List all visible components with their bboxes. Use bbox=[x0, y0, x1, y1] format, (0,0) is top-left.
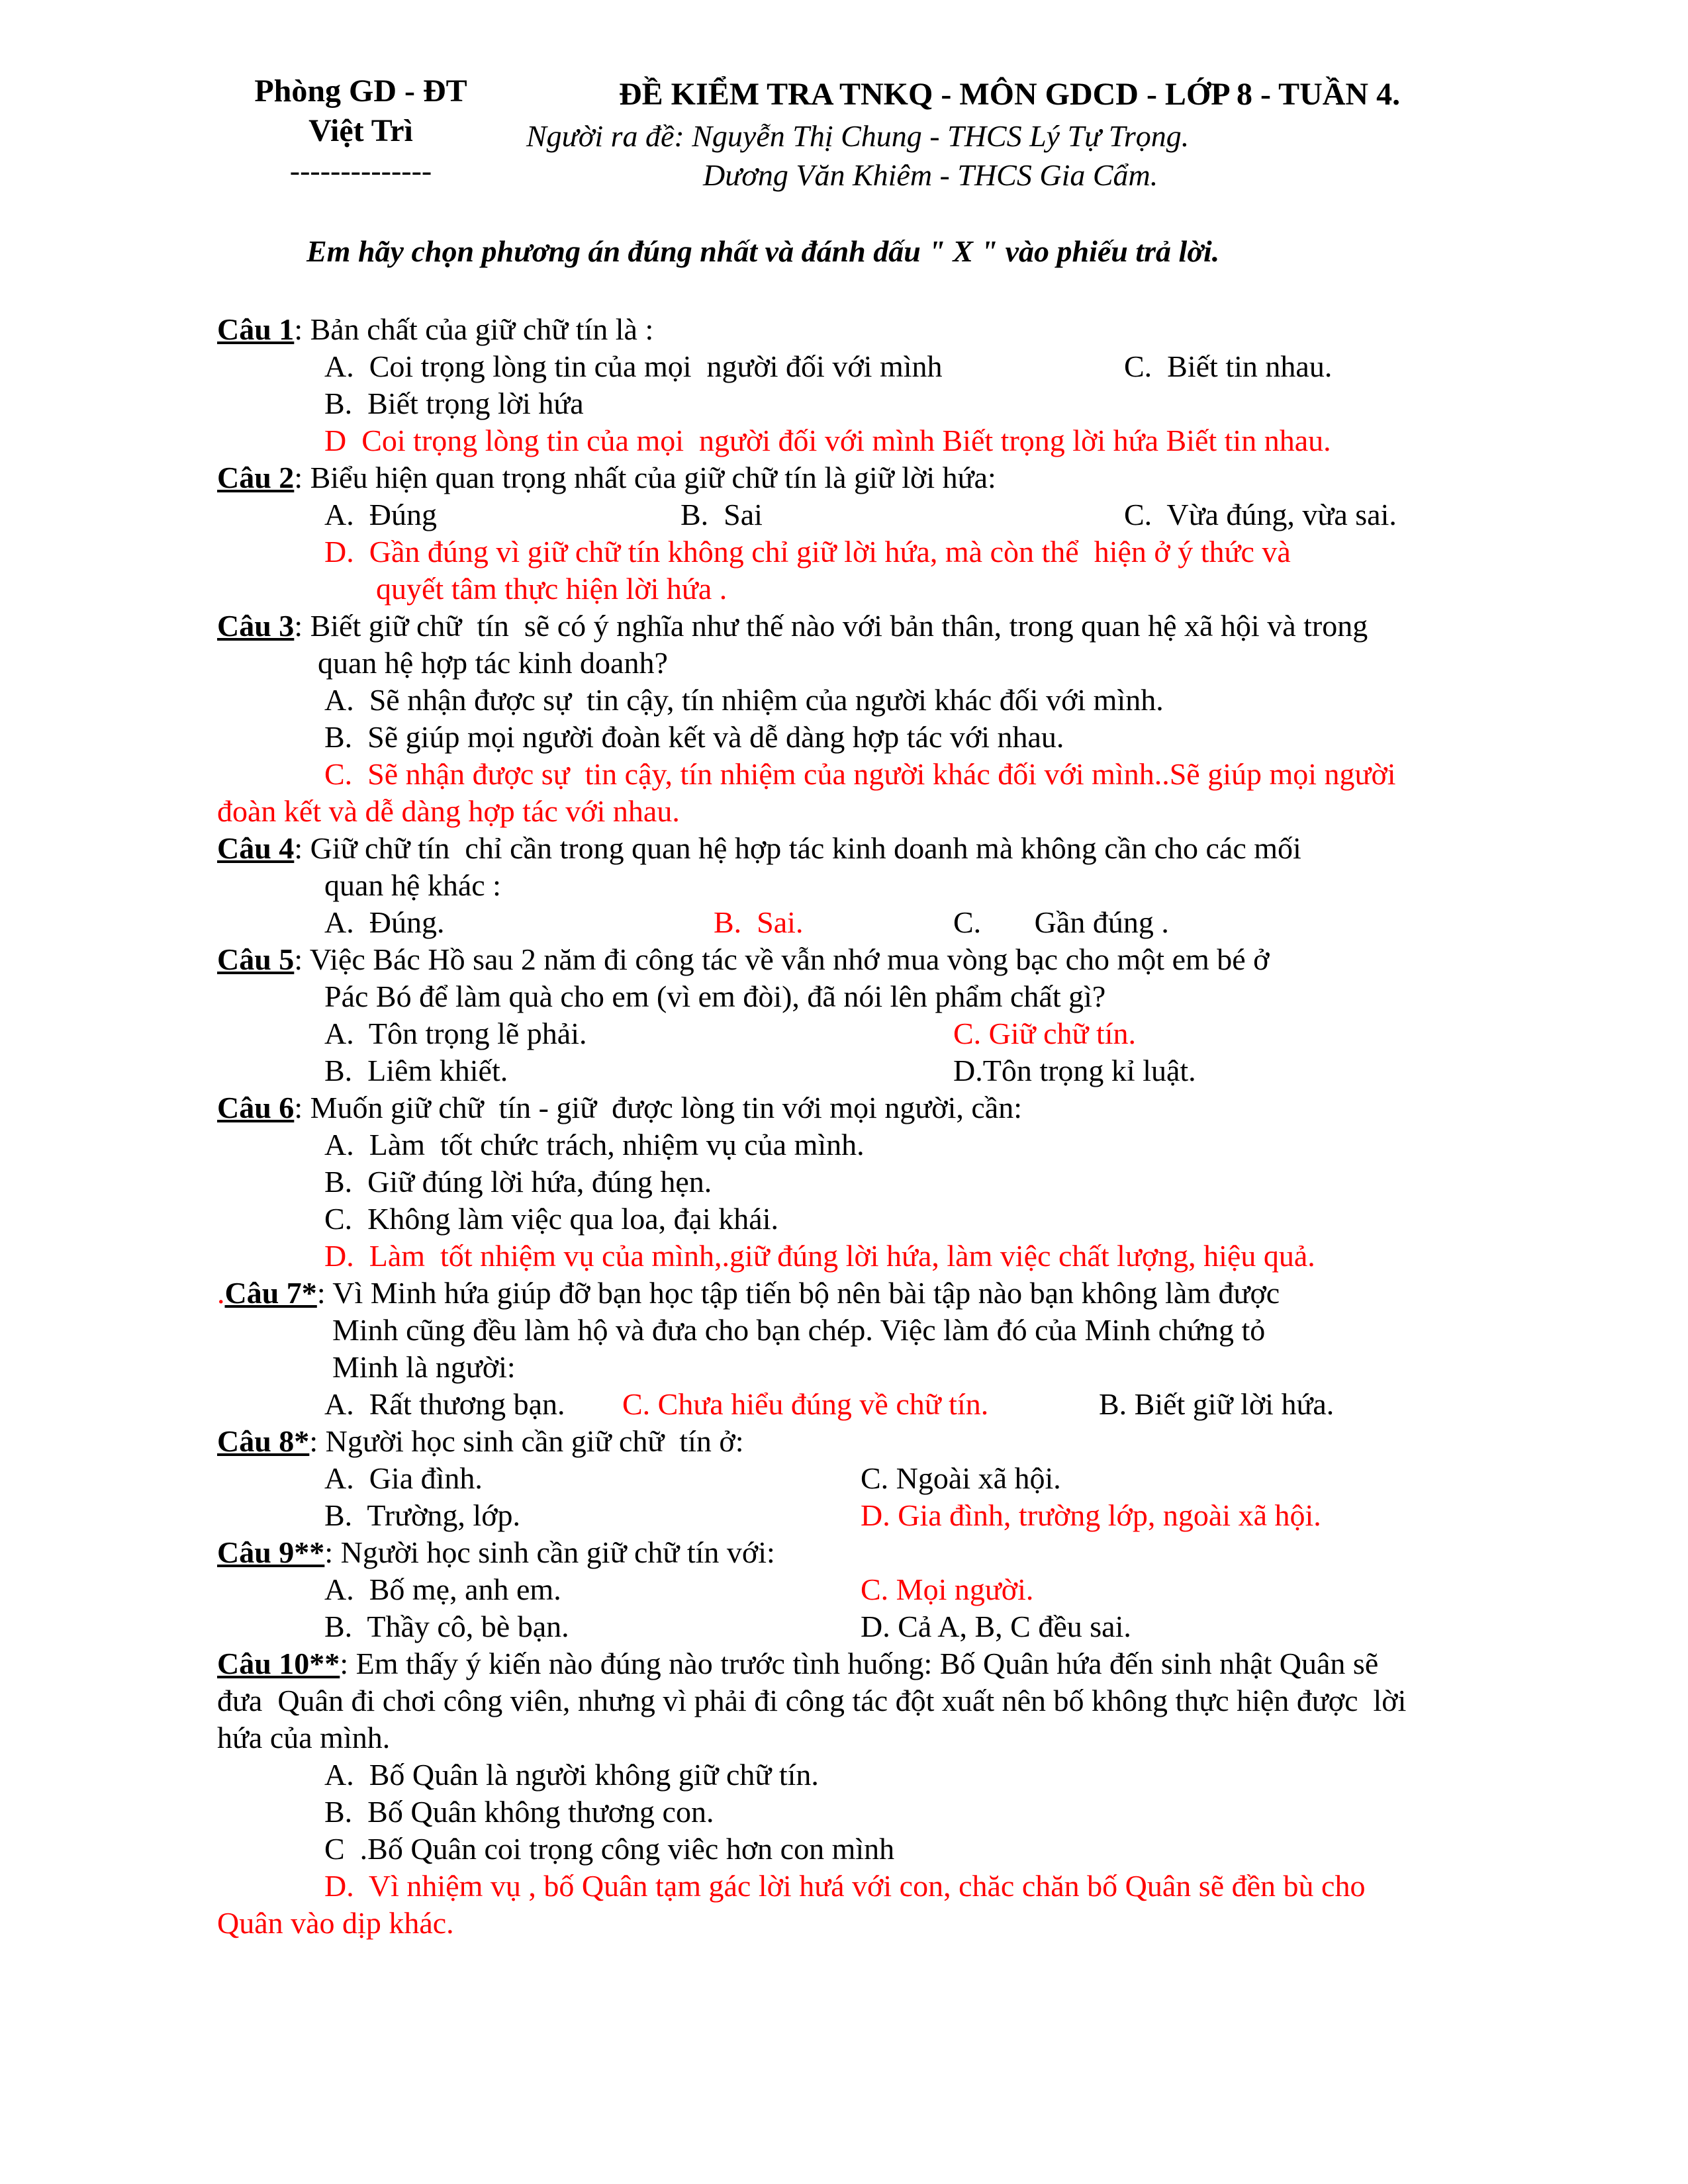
question-8 bbox=[217, 1423, 744, 1460]
q5-option-d: D.Tôn trọng kỉ luật. bbox=[953, 1054, 1196, 1087]
question-label: Câu 5 bbox=[217, 942, 295, 976]
question-label: Câu 9** bbox=[217, 1535, 325, 1569]
q1-option-b: B. Biết trọng lời hứa bbox=[324, 387, 584, 420]
q5-option-a: A. Tôn trọng lẽ phải. bbox=[324, 1017, 587, 1050]
q10-option-c: C .Bố Quân coi trọng công viêc hơn con mình bbox=[324, 1832, 895, 1866]
question-text: : Người học sinh cần giữ chữ tín ở: bbox=[309, 1424, 744, 1458]
office-divider: -------------- bbox=[289, 154, 432, 187]
question-text: : Bản chất của giữ chữ tín là : bbox=[294, 312, 654, 346]
question-5-cont: Pác Bó để làm quà cho em (vì em đòi), đã nói lên phẩm chất gì? bbox=[324, 979, 1106, 1013]
question-label: Câu 3 bbox=[217, 609, 295, 643]
q3-option-b: B. Sẽ giúp mọi người đoàn kết và dễ dàng hợp tác với nhau. bbox=[324, 720, 1064, 754]
q3-option-a: A. Sẽ nhận được sự tin cậy, tín nhiệm của người khác đối với mình. bbox=[324, 683, 1164, 717]
question-10-cont-2: hứa của mình. bbox=[217, 1721, 391, 1754]
q9-option-a: A. Bố mẹ, anh em. bbox=[324, 1572, 561, 1606]
q5-option-b: B. Liêm khiết. bbox=[324, 1054, 508, 1087]
q6-option-a: A. Làm tốt chức trách, nhiệm vụ của mình. bbox=[324, 1128, 865, 1161]
question-label: Câu 6 bbox=[217, 1091, 295, 1124]
q9-answer-c: C. Mọi người. bbox=[861, 1572, 1034, 1606]
question-4-cont: quan hệ khác : bbox=[324, 868, 501, 902]
q2-option-c: C. Vừa đúng, vừa sai. bbox=[1124, 498, 1397, 531]
q6-answer-d: D. Làm tốt nhiệm vụ của mình,.giữ đúng lời hứa, làm việc chất lượng, hiệu quả. bbox=[324, 1239, 1315, 1273]
question-7 bbox=[217, 1275, 1280, 1312]
question-text: : Người học sinh cần giữ chữ tín với: bbox=[324, 1535, 775, 1569]
q6-option-c: C. Không làm việc qua loa, đại khái. bbox=[324, 1202, 779, 1236]
q1-option-a: A. Coi trọng lòng tin của mọi người đối với mình bbox=[324, 349, 943, 383]
question-10 bbox=[217, 1645, 1378, 1682]
q1-option-c: C. Biết tin nhau. bbox=[1124, 349, 1333, 383]
q4-option-c: C. Gần đúng . bbox=[953, 905, 1169, 939]
q5-answer-c: C. Giữ chữ tín. bbox=[953, 1017, 1137, 1050]
author-line-2: Dương Văn Khiêm - THCS Gia Cẩm. bbox=[703, 158, 1158, 192]
question-text: : Việc Bác Hồ sau 2 năm đi công tác về vẫn nhớ mua vòng bạc cho một em bé ở bbox=[294, 942, 1270, 976]
q2-answer-d-cont: quyết tâm thực hiện lời hứa . bbox=[376, 572, 727, 606]
q6-option-b: B. Giữ đúng lời hứa, đúng hẹn. bbox=[324, 1165, 712, 1199]
office-location: Việt Trì bbox=[308, 113, 413, 148]
question-6 bbox=[217, 1089, 1022, 1126]
question-label: Câu 8* bbox=[217, 1424, 310, 1458]
question-3-cont: quan hệ hợp tác kinh doanh? bbox=[318, 646, 668, 680]
question-label: Câu 10** bbox=[217, 1647, 340, 1680]
office-name: Phòng GD - ĐT bbox=[254, 73, 467, 109]
question-label: Câu 7* bbox=[224, 1276, 317, 1310]
q7-option-a: A. Rất thương bạn. bbox=[324, 1387, 565, 1421]
q7-option-b: B. Biết giữ lời hứa. bbox=[1099, 1387, 1335, 1421]
instruction: Em hãy chọn phương án đúng nhất và đánh dấu " X " vào phiếu trả lời. bbox=[306, 234, 1220, 268]
question-text: : Biết giữ chữ tín sẽ có ý nghĩa như thế nào với bản thân, trong quan hệ xã hội và trong bbox=[294, 609, 1368, 643]
question-text: : Vì Minh hứa giúp đỡ bạn học tập tiến bộ nên bài tập nào bạn không làm được bbox=[316, 1276, 1280, 1310]
q3-answer-c-cont: đoàn kết và dễ dàng hợp tác với nhau. bbox=[217, 794, 680, 828]
q10-answer-d: D. Vì nhiệm vụ , bố Quân tạm gác lời hưá với con, chăc chăn bố Quân sẽ đền bù cho bbox=[324, 1869, 1366, 1903]
q8-option-c: C. Ngoài xã hội. bbox=[861, 1461, 1061, 1495]
question-10-cont-1: đưa Quân đi chơi công viên, nhưng vì phải đi công tác đột xuất nên bố không thực hiện được lời bbox=[217, 1684, 1407, 1717]
question-7-cont-1: Minh cũng đều làm hộ và đưa cho bạn chép. Việc làm đó của Minh chứng tỏ bbox=[332, 1313, 1266, 1347]
q2-option-a: A. Đúng bbox=[324, 498, 437, 531]
q9-option-d: D. Cả A, B, C đều sai. bbox=[861, 1610, 1131, 1643]
question-label: Câu 1 bbox=[217, 312, 295, 346]
question-label: Câu 2 bbox=[217, 461, 295, 494]
question-text: : Biểu hiện quan trọng nhất của giữ chữ tín là giữ lời hứa: bbox=[294, 461, 996, 494]
exam-title: ĐỀ KIỂM TRA TNKQ - MÔN GDCD - LỚP 8 - TUẦN 4. bbox=[619, 77, 1401, 112]
author-line-1: Người ra đề: Nguyễn Thị Chung - THCS Lý Tự Trọng. bbox=[526, 119, 1190, 153]
q10-option-a: A. Bố Quân là người không giữ chữ tín. bbox=[324, 1758, 819, 1792]
q1-answer-d: D Coi trọng lòng tin của mọi người đối với mình Biết trọng lời hứa Biết tin nhau. bbox=[324, 424, 1331, 457]
q8-option-b: B. Trường, lớp. bbox=[324, 1498, 521, 1532]
question-1 bbox=[217, 311, 653, 348]
q8-option-a: A. Gia đình. bbox=[324, 1461, 483, 1495]
question-4 bbox=[217, 830, 1301, 867]
q2-answer-d: D. Gần đúng vì giữ chữ tín không chỉ giữ lời hứa, mà còn thể hiện ở ý thức và bbox=[324, 535, 1291, 569]
q4-answer-b: B. Sai. bbox=[714, 905, 804, 939]
question-9 bbox=[217, 1534, 775, 1571]
question-prefix: . bbox=[217, 1276, 225, 1310]
q3-answer-c: C. Sẽ nhận được sự tin cậy, tín nhiệm của người khác đối với mình..Sẽ giúp mọi người bbox=[324, 757, 1396, 791]
question-3 bbox=[217, 608, 1368, 645]
question-7-cont-2: Minh là người: bbox=[332, 1350, 516, 1384]
question-label: Câu 4 bbox=[217, 831, 295, 865]
question-2 bbox=[217, 459, 996, 496]
q9-option-b: B. Thầy cô, bè bạn. bbox=[324, 1610, 569, 1643]
q2-option-b: B. Sai bbox=[680, 498, 763, 531]
question-text: : Muốn giữ chữ tín - giữ được lòng tin với mọi người, cần: bbox=[294, 1091, 1022, 1124]
question-text: : Em thấy ý kiến nào đúng nào trước tình huống: Bố Quân hứa đến sinh nhật Quân sẽ bbox=[340, 1647, 1379, 1680]
question-text: : Giữ chữ tín chỉ cần trong quan hệ hợp tác kinh doanh mà không cần cho các mối bbox=[294, 831, 1301, 865]
q7-answer-c: C. Chưa hiểu đúng về chữ tín. bbox=[622, 1387, 989, 1421]
q10-option-b: B. Bố Quân không thương con. bbox=[324, 1795, 714, 1829]
q4-option-a: A. Đúng. bbox=[324, 905, 445, 939]
question-5 bbox=[217, 941, 1270, 978]
q10-answer-d-cont: Quân vào dịp khác. bbox=[217, 1906, 454, 1940]
q8-answer-d: D. Gia đình, trường lớp, ngoài xã hội. bbox=[861, 1498, 1321, 1532]
